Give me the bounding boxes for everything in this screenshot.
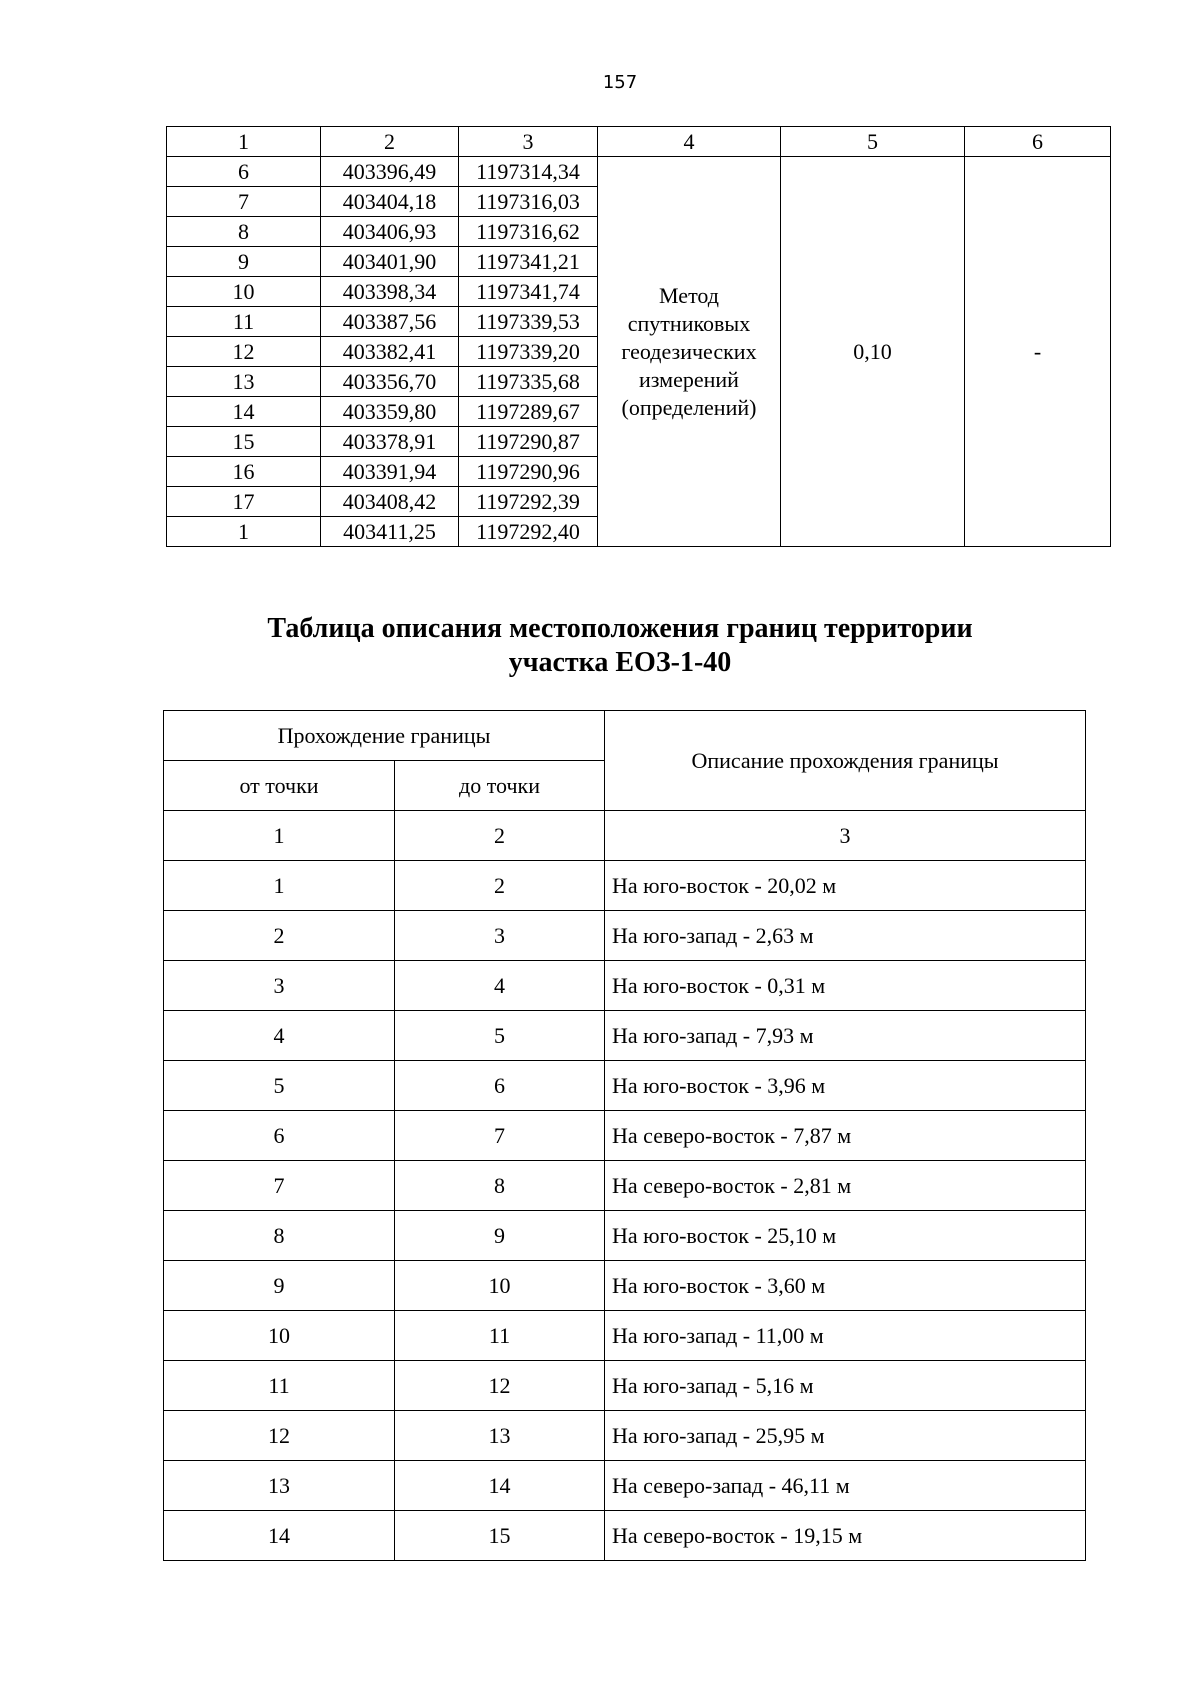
- method-line: (определений): [621, 394, 757, 420]
- x-coordinate-cell: 403411,25: [321, 517, 459, 547]
- section-title-line: участка ЕОЗ-1-40: [508, 647, 732, 678]
- header-boundary-description: Описание прохождения границы: [605, 711, 1086, 811]
- description-cell: На юго-восток - 3,60 м: [605, 1261, 1086, 1311]
- from-point-cell: 4: [164, 1011, 395, 1061]
- to-point-cell: 10: [395, 1261, 605, 1311]
- from-point-cell: 7: [164, 1161, 395, 1211]
- method-cell: [598, 157, 781, 547]
- header-to-point: до точки: [395, 761, 605, 811]
- point-number-cell: 11: [167, 307, 321, 337]
- point-number-cell: 13: [167, 367, 321, 397]
- boundary-row: [164, 1361, 1086, 1411]
- coord-header-cell: 4: [598, 127, 781, 157]
- boundary-row: [164, 1511, 1086, 1561]
- method-line: Метод: [659, 282, 719, 308]
- to-point-cell: 13: [395, 1411, 605, 1461]
- from-point-cell: 3: [164, 961, 395, 1011]
- boundary-row: [164, 1161, 1086, 1211]
- from-point-cell: 2: [164, 911, 395, 961]
- boundary-row: [164, 1061, 1086, 1111]
- section-title-line: Таблица описания местоположения границ территории: [267, 613, 973, 644]
- description-cell: На юго-запад - 2,63 м: [605, 911, 1086, 961]
- coord-header-cell: 3: [459, 127, 598, 157]
- point-number-cell: 8: [167, 217, 321, 247]
- to-point-cell: 12: [395, 1361, 605, 1411]
- y-coordinate-cell: 1197341,74: [459, 277, 598, 307]
- description-cell: На юго-запад - 5,16 м: [605, 1361, 1086, 1411]
- boundary-row: [164, 861, 1086, 911]
- to-point-cell: 11: [395, 1311, 605, 1361]
- coordinates-row: [167, 157, 1111, 187]
- from-point-cell: 14: [164, 1511, 395, 1561]
- from-point-cell: 11: [164, 1361, 395, 1411]
- x-coordinate-cell: 403387,56: [321, 307, 459, 337]
- x-coordinate-cell: 403404,18: [321, 187, 459, 217]
- y-coordinate-cell: 1197316,03: [459, 187, 598, 217]
- point-number-cell: 10: [167, 277, 321, 307]
- boundary-row: [164, 911, 1086, 961]
- to-point-cell: 8: [395, 1161, 605, 1211]
- column-number-cell: 3: [605, 811, 1086, 861]
- point-number-cell: 7: [167, 187, 321, 217]
- coord-header-cell: 1: [167, 127, 321, 157]
- y-coordinate-cell: 1197292,39: [459, 487, 598, 517]
- from-point-cell: 10: [164, 1311, 395, 1361]
- y-coordinate-cell: 1197292,40: [459, 517, 598, 547]
- x-coordinate-cell: 403359,80: [321, 397, 459, 427]
- to-point-cell: 15: [395, 1511, 605, 1561]
- from-point-cell: 1: [164, 861, 395, 911]
- header-from-point: от точки: [164, 761, 395, 811]
- description-cell: На юго-запад - 25,95 м: [605, 1411, 1086, 1461]
- method-line: геодезических: [621, 338, 757, 364]
- desc-column-number-row: [164, 811, 1086, 861]
- y-coordinate-cell: 1197339,53: [459, 307, 598, 337]
- x-coordinate-cell: 403396,49: [321, 157, 459, 187]
- to-point-cell: 3: [395, 911, 605, 961]
- description-cell: На северо-восток - 2,81 м: [605, 1161, 1086, 1211]
- x-coordinate-cell: 403398,34: [321, 277, 459, 307]
- column-number-cell: 2: [395, 811, 605, 861]
- boundary-row: [164, 1411, 1086, 1461]
- from-point-cell: 13: [164, 1461, 395, 1511]
- description-cell: На юго-восток - 3,96 м: [605, 1061, 1086, 1111]
- column-number-cell: 1: [164, 811, 395, 861]
- description-cell: На юго-запад - 11,00 м: [605, 1311, 1086, 1361]
- description-cell: На северо-запад - 46,11 м: [605, 1461, 1086, 1511]
- description-cell: На юго-восток - 0,31 м: [605, 961, 1086, 1011]
- accuracy-cell: 0,10: [781, 157, 965, 547]
- description-cell: На юго-запад - 7,93 м: [605, 1011, 1086, 1061]
- boundary-row: [164, 1011, 1086, 1061]
- to-point-cell: 4: [395, 961, 605, 1011]
- point-number-cell: 17: [167, 487, 321, 517]
- page-number: 157: [602, 72, 638, 93]
- y-coordinate-cell: 1197341,21: [459, 247, 598, 277]
- desc-header-row: [164, 711, 1086, 761]
- x-coordinate-cell: 403382,41: [321, 337, 459, 367]
- point-number-cell: 16: [167, 457, 321, 487]
- from-point-cell: 12: [164, 1411, 395, 1461]
- boundary-row: [164, 1461, 1086, 1511]
- y-coordinate-cell: 1197339,20: [459, 337, 598, 367]
- y-coordinate-cell: 1197314,34: [459, 157, 598, 187]
- x-coordinate-cell: 403406,93: [321, 217, 459, 247]
- section-title: [0, 612, 1200, 680]
- to-point-cell: 7: [395, 1111, 605, 1161]
- method-line: спутниковых: [627, 310, 751, 336]
- coord-header-cell: 5: [781, 127, 965, 157]
- boundary-row: [164, 1261, 1086, 1311]
- boundary-description-table: [163, 710, 1086, 1561]
- description-cell: На северо-восток - 7,87 м: [605, 1111, 1086, 1161]
- boundary-row: [164, 961, 1086, 1011]
- coord-header-cell: 2: [321, 127, 459, 157]
- description-cell: На юго-восток - 25,10 м: [605, 1211, 1086, 1261]
- point-number-cell: 6: [167, 157, 321, 187]
- coordinates-table: [166, 126, 1111, 547]
- point-number-cell: 1: [167, 517, 321, 547]
- point-number-cell: 9: [167, 247, 321, 277]
- y-coordinate-cell: 1197290,96: [459, 457, 598, 487]
- x-coordinate-cell: 403408,42: [321, 487, 459, 517]
- x-coordinate-cell: 403391,94: [321, 457, 459, 487]
- boundary-row: [164, 1111, 1086, 1161]
- to-point-cell: 2: [395, 861, 605, 911]
- description-cell: На юго-восток - 20,02 м: [605, 861, 1086, 911]
- x-coordinate-cell: 403378,91: [321, 427, 459, 457]
- point-number-cell: 12: [167, 337, 321, 367]
- description-cell: На северо-восток - 19,15 м: [605, 1511, 1086, 1561]
- point-number-cell: 14: [167, 397, 321, 427]
- method-line: измерений: [639, 366, 739, 392]
- coord-header-cell: 6: [965, 127, 1111, 157]
- boundary-row: [164, 1211, 1086, 1261]
- to-point-cell: 6: [395, 1061, 605, 1111]
- x-coordinate-cell: 403401,90: [321, 247, 459, 277]
- x-coordinate-cell: 403356,70: [321, 367, 459, 397]
- point-number-cell: 15: [167, 427, 321, 457]
- from-point-cell: 5: [164, 1061, 395, 1111]
- from-point-cell: 9: [164, 1261, 395, 1311]
- y-coordinate-cell: 1197289,67: [459, 397, 598, 427]
- from-point-cell: 8: [164, 1211, 395, 1261]
- boundary-row: [164, 1311, 1086, 1361]
- header-boundary-passage: Прохождение границы: [164, 711, 605, 761]
- from-point-cell: 6: [164, 1111, 395, 1161]
- y-coordinate-cell: 1197316,62: [459, 217, 598, 247]
- coordinates-header-row: [167, 127, 1111, 157]
- to-point-cell: 9: [395, 1211, 605, 1261]
- to-point-cell: 14: [395, 1461, 605, 1511]
- to-point-cell: 5: [395, 1011, 605, 1061]
- y-coordinate-cell: 1197290,87: [459, 427, 598, 457]
- column-6-cell: -: [965, 157, 1111, 547]
- y-coordinate-cell: 1197335,68: [459, 367, 598, 397]
